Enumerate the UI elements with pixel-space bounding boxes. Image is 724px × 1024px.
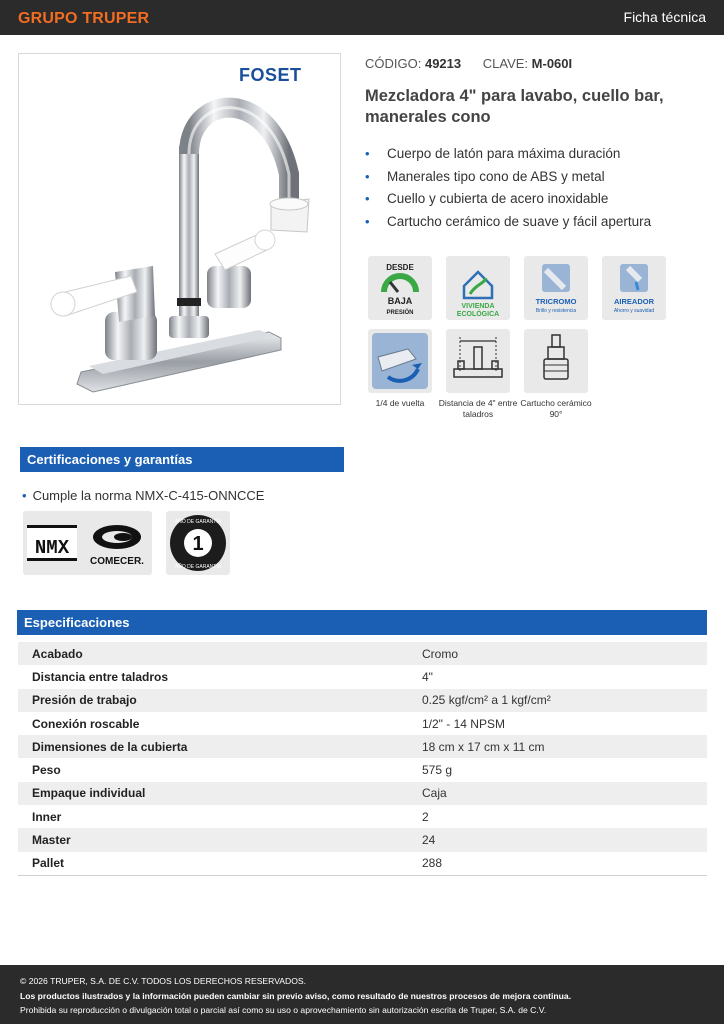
spec-label: Dimensiones de la cubierta <box>18 735 422 758</box>
bullet-icon: • <box>365 213 370 229</box>
feature-item: • Cartucho cerámico de suave y fácil apertura <box>365 213 652 229</box>
badge-caption: Distancia de 4" entre taladros <box>438 398 518 419</box>
badge-text: VIVIENDA <box>461 303 495 310</box>
table-row <box>18 712 707 735</box>
code-value: 49213 <box>424 56 462 71</box>
table-row <box>18 665 707 688</box>
quarter-turn-icon <box>368 329 432 393</box>
table-row <box>18 782 707 805</box>
spec-value: 24 <box>422 828 707 851</box>
spec-value: 4" <box>422 669 433 684</box>
bullet-icon: • <box>365 168 370 184</box>
spec-value: 1/2" - 14 NPSM <box>422 716 505 731</box>
faucet-illustration <box>19 54 341 405</box>
spec-label: Presión de trabajo <box>18 689 422 712</box>
spec-label: Peso <box>32 763 61 778</box>
bullet-icon: • <box>365 146 370 161</box>
warranty-number: 1 <box>192 533 204 555</box>
copyright-text: © 2026 TRUPER, S.A. DE C.V. TODOS LOS DERECHOS RESERVADOS. <box>20 976 307 986</box>
spec-value: Cromo <box>422 642 707 665</box>
nmx-logo-text: NMX <box>34 537 70 559</box>
product-code-line <box>365 56 590 71</box>
table-row <box>18 852 707 875</box>
specifications-body <box>18 642 707 875</box>
nmx-comecer-logo <box>23 511 152 575</box>
warranty-text: AÑO DE GARANTÍA <box>174 564 222 570</box>
table-row <box>18 805 707 828</box>
low-pressure-gauge-icon <box>368 256 432 320</box>
aerator-icon <box>602 256 666 320</box>
spec-label: Distancia entre taladros <box>32 669 169 684</box>
product-title: Mezcladora 4" para lavabo, cuello bar, manerales cono <box>365 87 664 126</box>
foset-logo: FOSET <box>239 65 302 85</box>
specifications-table <box>18 642 707 875</box>
badge-text: Ahorro y suavidad <box>613 308 655 314</box>
certifications-heading: Certificaciones y garantías <box>20 447 344 472</box>
disclaimer-text: Los productos ilustrados y la información pueden cambiar sin previo aviso, como resultado de nuestros procesos de mejora continua. <box>20 990 572 1001</box>
bullet-icon: • <box>22 488 27 503</box>
spec-value: 18 cm x 17 cm x 11 cm <box>422 735 707 758</box>
badge-text: AIREADOR <box>613 297 655 306</box>
badge-text: BAJA <box>387 296 413 306</box>
brand-logo: GRUPO TRUPER <box>18 10 150 27</box>
spec-value: 288 <box>422 856 443 871</box>
top-bar <box>0 0 724 35</box>
table-row <box>18 758 707 781</box>
code-label: CÓDIGO: <box>365 56 422 71</box>
bullet-icon: • <box>365 191 370 206</box>
table-row <box>18 689 707 712</box>
drill-distance-icon <box>446 329 510 393</box>
spec-label: Pallet <box>32 856 65 871</box>
warranty-text: AÑO DE GARANTÍA <box>174 519 222 525</box>
badge-text: TRICROMO <box>535 297 577 306</box>
badge-text: Brillo y resistencia <box>535 308 577 314</box>
page-section-label: Ficha técnica <box>623 9 706 25</box>
spec-value: 575 g <box>422 763 453 778</box>
comecer-logo-text: COMECER. <box>90 556 144 567</box>
product-image <box>18 53 341 405</box>
feature-list <box>365 146 651 236</box>
spec-label: Conexión roscable <box>32 716 140 731</box>
eco-house-icon <box>446 256 510 320</box>
tricrome-icon <box>524 256 588 320</box>
table-row <box>18 735 707 758</box>
badge-text: DESDE <box>386 263 414 272</box>
feature-item: • Cuello y cubierta de acero inoxidable <box>365 191 609 206</box>
badge-caption: Cartucho cerámico 90° <box>520 398 592 419</box>
spec-value: Caja <box>422 782 707 805</box>
table-row <box>18 642 707 665</box>
warranty-seal <box>166 511 230 575</box>
badge-caption: 1/4 de vuelta <box>375 398 425 408</box>
spec-label: Master <box>18 828 422 851</box>
specifications-heading: Especificaciones <box>17 610 707 635</box>
feature-item: • Cuerpo de latón para máxima duración <box>365 146 621 161</box>
badge-text: ECOLÓGICA <box>456 311 500 318</box>
badge-text: PRESIÓN <box>386 310 414 316</box>
table-row <box>18 828 707 851</box>
spec-value: 2 <box>422 809 429 824</box>
key-value: M-060I <box>531 56 573 71</box>
certification-item: • Cumple la norma NMX-C-415-ONNCCE <box>22 488 265 503</box>
ceramic-cartridge-icon <box>524 329 588 393</box>
legal-text: Prohibida su reproducción o divulgación total o parcial así como su uso o aprovechamiento sin autorización escrita de Truper, S.A. de C.V. <box>20 1005 547 1016</box>
spec-label: Acabado <box>18 642 422 665</box>
feature-item: • Manerales tipo cono de ABS y metal <box>365 168 605 184</box>
table-divider <box>18 875 707 876</box>
spec-label: Empaque individual <box>18 782 422 805</box>
spec-label: Inner <box>32 809 62 824</box>
spec-value: 0.25 kgf/cm² a 1 kgf/cm² <box>422 689 707 712</box>
key-label: CLAVE: <box>482 56 529 71</box>
footer <box>0 965 724 1024</box>
